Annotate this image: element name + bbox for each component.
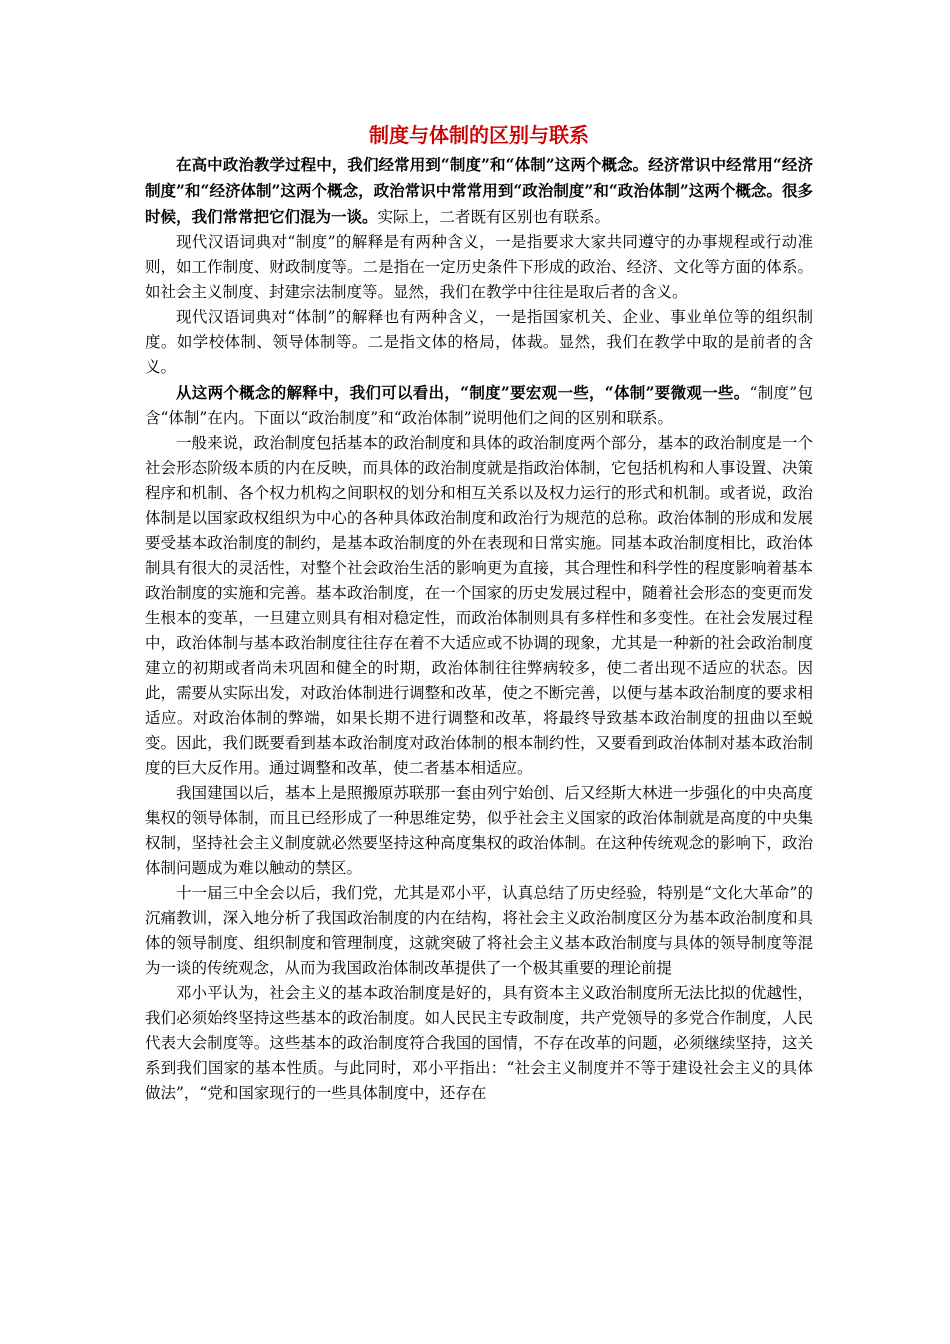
paragraph-comparison-bold: 从这两个概念的解释中，我们可以看出，“制度”要宏观一些，“体制”要微观一些。	[176, 383, 750, 402]
paragraph-deng-xiaoping: 邓小平认为，社会主义的基本政治制度是好的，具有资本主义政治制度所无法比拟的优越性，我们必须始终坚持这些基本的政治制度。如人民民主专政制度，共产党领导的多党合作制度，人民代表大会制度等。这些基本的政治制度符合我国的国情，不存在改革的问题，必须继续坚持，这关系到我们国家的基本性质。与此同时，邓小平指出：“社会主义制度并不等于建设社会主义的具体做法”，“党和国家现行的一些具体制度中，还存在	[145, 984, 813, 1102]
paragraph-third-plenum: 十一届三中全会以后，我们党，尤其是邓小平，认真总结了历史经验，特别是“文化大革命”的沉痛教训，深入地分析了我国政治制度的内在结构，将社会主义政治制度区分为基本政治制度和具体的领导制度、组织制度和管理制度，这就突破了将社会主义基本政治制度与具体的领导制度等混为一谈的传统观念，从而为我国政治体制改革提供了一个极其重要的理论前提	[145, 884, 813, 977]
paragraph-comparison-normal: “制度”包含“体制”在内。下面以“政治制度”和“政治体制”说明他们之间的区别和联系。	[145, 384, 813, 427]
document-page	[145, 120, 813, 1106]
paragraph-intro-bold: 在高中政治教学过程中，我们经常用到“制度”和“体制”这两个概念。经济常识中经常用“经济制度”和“经济体制”这两个概念，政治常识中常常用到“政治制度”和“政治体制”这两个概念。很多时候，我们常常把它们混为一谈。	[145, 155, 813, 226]
paragraph-history: 我国建国以后，基本上是照搬原苏联那一套由列宁始创、后又经斯大林进一步强化的中央高度集权的领导体制，而且已经形成了一种思维定势，似乎社会主义国家的政治体制就是高度的中央集权制，坚持社会主义制度就必然要坚持这种高度集权的政治体制。在这种传统观念的影响下，政治体制问题成为难以触动的禁区。	[145, 784, 813, 877]
paragraph-comparison	[145, 380, 813, 431]
paragraph-tizhi-definition: 现代汉语词典对“体制”的解释也有两种含义，一是指国家机关、企业、事业单位等的组织制度。如学校体制、领导体制等。二是指文体的格局，体裁。显然，我们在教学中取的是前者的含义。	[145, 308, 813, 376]
paragraph-intro	[145, 152, 813, 230]
paragraph-political-system: 一般来说，政治制度包括基本的政治制度和具体的政治制度两个部分，基本的政治制度是一个社会形态阶级本质的内在反映，而具体的政治制度就是指政治体制，它包括机构和人事设置、决策程序和机制、各个权力机构之间职权的划分和相互关系以及权力运行的形式和机制。或者说，政治体制是以国家政权组织为中心的各种具体政治制度和政治行为规范的总称。政治体制的形成和发展要受基本政治制度的制约，是基本政治制度的外在表现和日常实施。同基本政治制度相比，政治体制具有很大的灵活性，对整个社会政治生活的影响更为直接，其合理性和科学性的程度影响着基本政治制度的实施和完善。基本政治制度，在一个国家的历史发展过程中，随着社会形态的变更而发生根本的变革，一旦建立则具有相对稳定性，而政治体制则具有多样性和多变性。在社会发展过程中，政治体制与基本政治制度往往存在着不大适应或不协调的现象，尤其是一种新的社会政治制度建立的初期或者尚未巩固和健全的时期，政治体制往往弊病较多，使二者出现不适应的状态。因此，需要从实际出发，对政治体制进行调整和改革，使之不断完善，以便与基本政治制度的要求相适应。对政治体制的弊端，如果长期不进行调整和改革，将最终导致基本政治制度的扭曲以至蜕变。因此，我们既要看到基本政治制度对政治体制的根本制约性，又要看到政治体制对基本政治制度的巨大反作用。通过调整和改革，使二者基本相适应。	[145, 434, 813, 777]
document-title: 制度与体制的区别与联系	[369, 123, 589, 147]
paragraph-zhidu-definition: 现代汉语词典对“制度”的解释是有两种含义，一是指要求大家共同遵守的办事规程或行动准则，如工作制度、财政制度等。二是指在一定历史条件下形成的政治、经济、文化等方面的体系。如社会主义制度、封建宗法制度等。显然，我们在教学中往往是取后者的含义。	[145, 233, 813, 301]
paragraph-intro-normal: 实际上，二者既有区别也有联系。	[377, 208, 611, 226]
